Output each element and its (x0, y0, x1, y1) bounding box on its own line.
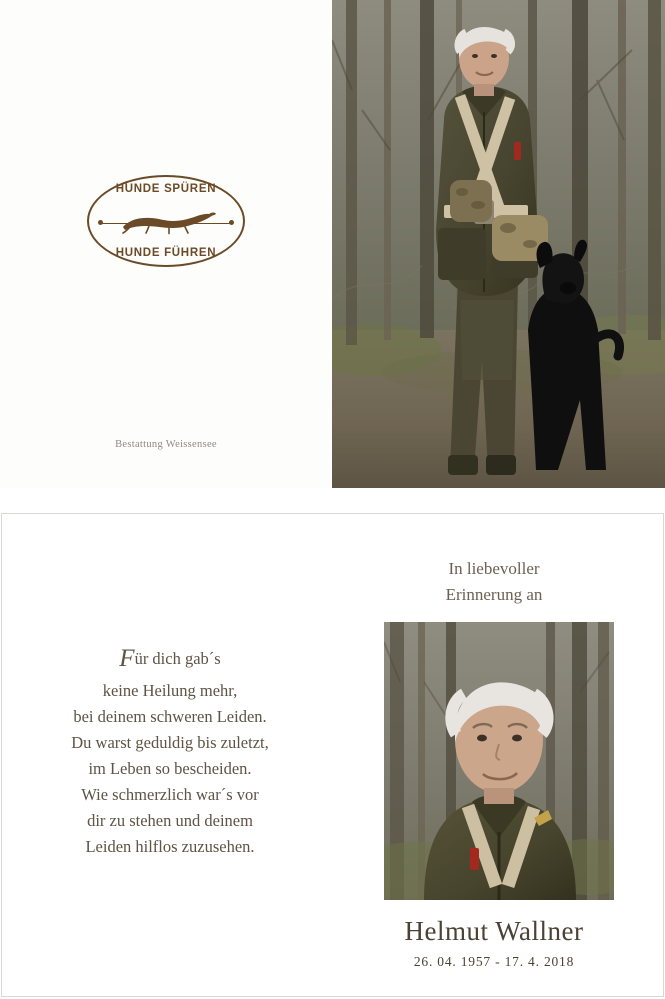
verse-line-2: bei deinem schweren Leiden. (73, 707, 267, 726)
dog-silhouette-icon (119, 209, 217, 235)
verse-line-1: keine Heilung mehr, (102, 681, 238, 700)
logo-oval-frame (87, 175, 245, 267)
logo-block (0, 175, 332, 272)
front-photo (332, 0, 665, 488)
memorial-card-front (0, 0, 665, 488)
card-separator (0, 488, 665, 513)
verse-line-4: im Leben so bescheiden. (88, 759, 252, 778)
deceased-dates: 26. 04. 1957 - 17. 4. 2018 (413, 954, 575, 969)
portrait-photo (384, 622, 614, 900)
memorial-heading (339, 556, 649, 608)
memorial-verse (20, 646, 320, 860)
verse-line-0-rest: ür dich gab´s (134, 649, 221, 668)
verse-line-7: Leiden hilflos zuzusehen. (85, 837, 255, 856)
memorial-card-inside (1, 513, 664, 997)
logo-dot-right-icon (229, 220, 234, 225)
front-left-panel (0, 0, 333, 488)
imprint-text: Bestattung Weissensee (115, 439, 217, 450)
verse-dropcap: F (119, 645, 135, 672)
logo-text-top: HUNDE SPÜREN (115, 183, 217, 195)
logo-text-bottom: HUNDE FÜHREN (115, 247, 217, 259)
verse-line-5: Wie schmerzlich war´s vor (81, 785, 259, 804)
logo-dot-left-icon (98, 220, 103, 225)
memorial-heading-line2: Erinnerung an (445, 585, 543, 604)
verse-line-3: Du warst geduldig bis zuletzt, (71, 733, 269, 752)
deceased-name: Helmut Wallner (404, 916, 584, 946)
memorial-heading-line1: In liebevoller (448, 559, 540, 578)
verse-line-6: dir zu stehen und deinem (87, 811, 253, 830)
verse-line-0 (20, 646, 320, 672)
